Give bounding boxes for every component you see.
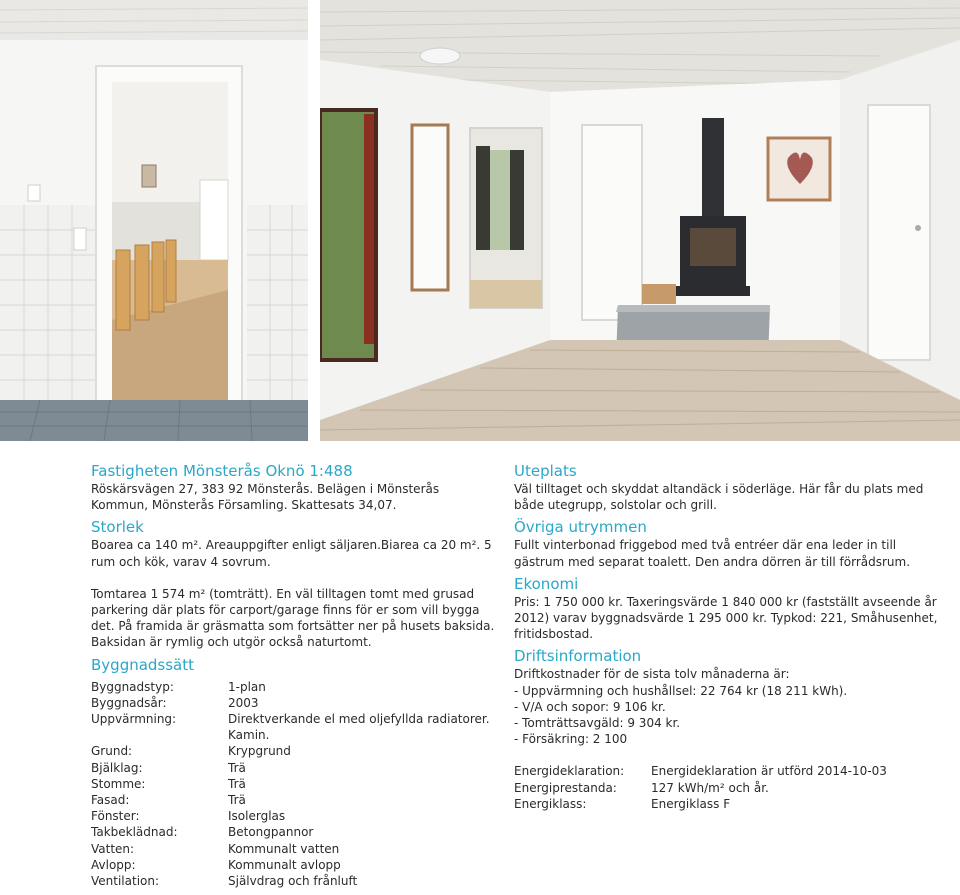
ovriga-heading: Övriga utrymmen: [514, 518, 647, 537]
hallway-illustration: [0, 0, 308, 441]
spec-value: Isolerglas: [228, 809, 286, 824]
drift-item: - V/A och sopor: 9 106 kr.: [514, 699, 666, 714]
spec-value: Trä: [228, 793, 246, 808]
spec-value: Kommunalt avlopp: [228, 857, 341, 872]
spec-label: Avlopp:: [91, 857, 136, 872]
drift-item: - Försäkring: 2 100: [514, 732, 628, 747]
spec-label: Grund:: [91, 744, 133, 759]
living-room-illustration: [320, 0, 960, 441]
photo-living-room: [320, 0, 960, 441]
drift-item: - Tomträttsavgäld: 9 304 kr.: [514, 716, 681, 731]
spec-value: Trä: [228, 760, 246, 775]
spec-row: [91, 776, 496, 792]
energy-row: [514, 796, 944, 812]
spec-label: Byggnadsår:: [91, 695, 167, 710]
spec-label: Bjälklag:: [91, 760, 143, 775]
uteplats-heading: Uteplats: [514, 462, 577, 480]
spec-label: Byggnadstyp:: [91, 679, 174, 694]
spec-row: [91, 760, 496, 776]
spec-label: Fasad:: [91, 793, 130, 808]
spec-row: [91, 792, 496, 808]
storlek-text: Boarea ca 140 m². Areauppgifter enligt säljaren.Biarea ca 20 m². 5 rum och kök, varav 4 sovrum.: [91, 538, 492, 569]
spec-value: 1-plan: [228, 679, 266, 694]
spec-value: Direktverkande el med oljefyllda radiatorer. Kamin.: [228, 712, 490, 743]
spec-label: Stomme:: [91, 776, 146, 791]
energy-row: [514, 763, 944, 779]
spec-row: [91, 824, 496, 840]
spec-row: [91, 711, 496, 743]
spec-value: 2003: [228, 695, 259, 710]
spec-row: [91, 873, 496, 889]
spec-value: Självdrag och frånluft: [228, 874, 358, 889]
spec-label: Fönster:: [91, 809, 140, 824]
spec-row: [91, 857, 496, 873]
spec-value: Kommunalt vatten: [228, 841, 340, 856]
spec-label: Uppvärmning:: [91, 712, 177, 727]
energy-value: Energideklaration är utförd 2014-10-03: [651, 764, 887, 779]
ekonomi-heading: Ekonomi: [514, 574, 579, 593]
drift-item: - Uppvärmning och hushållsel: 22 764 kr (18 211 kWh).: [514, 683, 848, 698]
energy-value: 127 kWh/m² och år.: [651, 780, 769, 795]
spec-label: Takbeklädnad:: [91, 825, 178, 840]
photo-hallway: [0, 0, 308, 441]
specs-list: [91, 679, 496, 890]
left-column: [91, 461, 496, 889]
uteplats-text: Väl tilltaget och skyddat altandäck i söderläge. Här får du plats med både utegrupp, solstolar och grill.: [514, 482, 924, 513]
spec-label: Ventilation:: [91, 874, 160, 889]
spec-row: [91, 841, 496, 857]
ekonomi-text: Pris: 1 750 000 kr. Taxeringsvärde 1 840 000 kr (fastställt avseende år 2012) varav byggnadsvärde 1 295 000 kr. Typkod: 221, Småhusenhet, fritidsbostad.: [514, 594, 938, 642]
address-text: Röskärsvägen 27, 383 92 Mönsterås. Belägen i Mönsterås Kommun, Mönsterås Församling. Skattesats 34,07.: [91, 482, 440, 513]
spec-value: Trä: [228, 776, 246, 791]
tomt-text: Tomtarea 1 574 m² (tomträtt). En väl tilltagen tomt med grusad parkering där plats för carport/garage finns för er som vill bygga det. På framida är gräsmatta som fortsätter ner på husets baksida. Baksidan är rymlig och utgör också naturtomt.: [91, 586, 495, 650]
energy-row: [514, 780, 944, 796]
right-column: [514, 461, 944, 812]
spec-row: [91, 743, 496, 759]
energy-label: Energideklaration:: [514, 764, 625, 779]
energy-value: Energiklass F: [651, 796, 731, 811]
spec-value: Krypgrund: [228, 744, 291, 759]
spec-value: Betongpannor: [228, 825, 314, 840]
drift-heading: Driftsinformation: [514, 647, 642, 666]
ovriga-text: Fullt vinterbonad friggebod med två entréer där ena leder in till gästrum med separat toalett. Den andra dörren är till förrådsrum.: [514, 538, 911, 569]
byggnadssatt-heading: Byggnadssätt: [91, 655, 195, 674]
property-title: Fastigheten Mönsterås Oknö 1:488: [91, 462, 353, 480]
spec-row: [91, 679, 496, 695]
energy-label: Energiprestanda:: [514, 780, 617, 795]
spec-row: [91, 695, 496, 711]
energy-label: Energiklass:: [514, 796, 587, 811]
spec-label: Vatten:: [91, 841, 135, 856]
spec-row: [91, 808, 496, 824]
drift-intro: Driftkostnader för de sista tolv månaderna är:: [514, 667, 790, 682]
storlek-heading: Storlek: [91, 518, 144, 537]
